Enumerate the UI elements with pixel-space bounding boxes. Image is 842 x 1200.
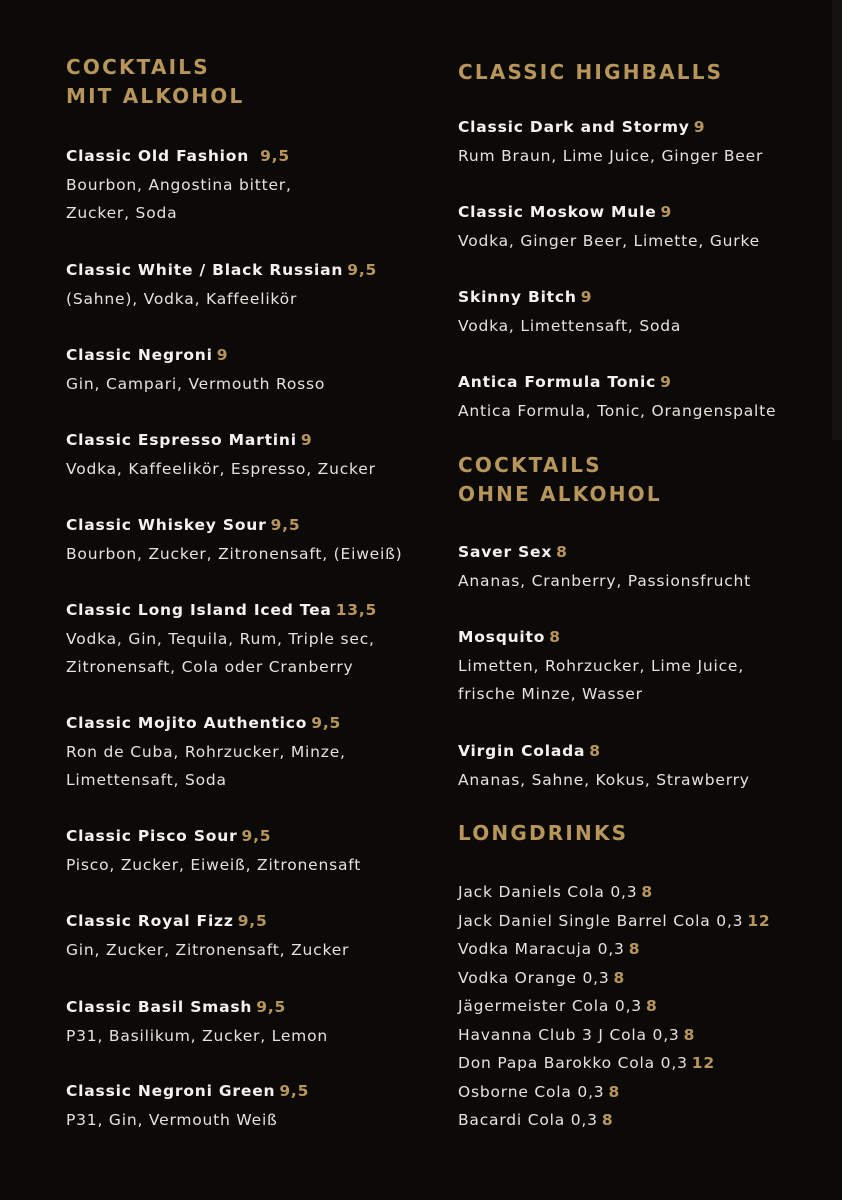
item-price: 9,5 <box>347 261 378 279</box>
longdrink-name: Jägermeister Cola 0,3 <box>458 997 642 1015</box>
item-description: P31, Basilikum, Zucker, Lemon <box>66 1026 328 1045</box>
longdrink-price: 12 <box>747 911 771 930</box>
page-edge-shadow <box>832 0 842 440</box>
section-cocktails-mit-alkohol-title <box>66 53 244 110</box>
item-description: P31, Gin, Vermouth Weiß <box>66 1110 278 1129</box>
section-longdrinks-title: LONGDRINKS <box>458 821 629 845</box>
longdrink-name: Jack Daniel Single Barrel Cola 0,3 <box>458 911 744 930</box>
longdrink-price: 8 <box>613 968 626 987</box>
item-price: 9 <box>693 118 706 136</box>
longdrink-name: Bacardi Cola 0,3 <box>458 1111 598 1129</box>
item-price: 9,5 <box>279 1082 310 1100</box>
item-price: 8 <box>589 742 601 760</box>
item-description: Gin, Zucker, Zitronensaft, Zucker <box>66 940 350 959</box>
item-price: 8 <box>549 628 561 646</box>
menu-item <box>66 993 328 1050</box>
list-item <box>458 1078 771 1107</box>
list-item <box>458 878 771 907</box>
longdrink-name: Don Papa Barokko Cola 0,3 <box>458 1054 688 1072</box>
item-name: Classic Whiskey Sour <box>66 516 267 534</box>
list-item <box>458 907 771 936</box>
menu-item <box>66 596 377 682</box>
item-description: Vodka, Gin, Tequila, Rum, Triple sec, Zitronensaft, Cola oder Cranberry <box>66 629 375 676</box>
item-name: Virgin Colada <box>458 742 586 760</box>
menu-item <box>66 426 376 483</box>
menu-item <box>458 623 744 709</box>
item-name: Saver Sex <box>458 543 553 561</box>
longdrink-name: Havanna Club 3 J Cola 0,3 <box>458 1025 680 1044</box>
list-item <box>458 992 771 1021</box>
menu-item <box>66 907 349 964</box>
item-description: Pisco, Zucker, Eiweiß, Zitronensaft <box>66 855 362 874</box>
list-item <box>458 1021 771 1050</box>
longdrink-name: Vodka Orange 0,3 <box>458 968 610 987</box>
item-price: 9 <box>660 203 673 221</box>
longdrink-price: 8 <box>608 1082 621 1101</box>
longdrink-price: 12 <box>691 1054 715 1072</box>
item-name: Classic Royal Fizz <box>66 912 234 930</box>
longdrink-price: 8 <box>628 940 641 958</box>
section-title-line: COCKTAILS <box>458 453 602 477</box>
item-price: 9 <box>300 431 313 449</box>
section-title-line: COCKTAILS <box>66 55 210 79</box>
item-price: 13,5 <box>335 601 378 619</box>
item-price: 9 <box>660 373 672 391</box>
menu-item <box>66 142 292 228</box>
longdrink-name: Osborne Cola 0,3 <box>458 1082 605 1101</box>
item-description: Rum Braun, Lime Juice, Ginger Beer <box>458 146 764 165</box>
menu-item <box>66 1077 309 1134</box>
item-name: Skinny Bitch <box>458 288 577 306</box>
item-description: Bourbon, Angostina bitter, Zucker, Soda <box>66 175 292 222</box>
menu-item <box>458 113 763 170</box>
item-price: 9,5 <box>311 714 342 732</box>
menu-item <box>458 283 681 340</box>
item-description: Bourbon, Zucker, Zitronensaft, (Eiweiß) <box>66 544 403 563</box>
item-name: Classic Negroni <box>66 346 213 364</box>
item-name: Classic Dark and Stormy <box>458 118 690 136</box>
item-description: Vodka, Kaffeelikör, Espresso, Zucker <box>66 459 376 478</box>
item-description: (Sahne), Vodka, Kaffeelikör <box>66 289 298 308</box>
longdrink-price: 8 <box>645 997 658 1015</box>
item-name: Classic Pisco Sour <box>66 827 238 845</box>
menu-item <box>458 538 751 595</box>
longdrink-name: Jack Daniels Cola 0,3 <box>458 883 638 901</box>
menu-item <box>458 368 776 425</box>
item-description: Ananas, Sahne, Kokus, Strawberry <box>458 770 750 789</box>
item-price: 9,5 <box>241 827 272 845</box>
item-description: Antica Formula, Tonic, Orangenspalte <box>458 401 777 420</box>
section-title-line: OHNE ALKOHOL <box>458 481 662 506</box>
list-item <box>458 935 771 964</box>
item-name: Classic Moskow Mule <box>458 203 657 221</box>
item-name: Classic Negroni Green <box>66 1082 276 1100</box>
longdrink-name: Vodka Maracuja 0,3 <box>458 940 625 958</box>
item-name: Classic Basil Smash <box>66 998 253 1016</box>
menu-item <box>66 256 377 313</box>
item-name: Mosquito <box>458 628 546 646</box>
item-name: Classic Old Fashion <box>66 147 250 165</box>
item-description: Gin, Campari, Vermouth Rosso <box>66 374 326 393</box>
list-item <box>458 1106 771 1135</box>
item-price: 9 <box>216 346 229 364</box>
item-name: Classic White / Black Russian <box>66 261 344 279</box>
item-description: Limetten, Rohrzucker, Lime Juice, frische Minze, Wasser <box>458 656 744 703</box>
item-description: Ananas, Cranberry, Passionsfrucht <box>458 571 752 590</box>
item-description: Vodka, Limettensaft, Soda <box>458 316 682 335</box>
item-description: Ron de Cuba, Rohrzucker, Minze, Limettensaft, Soda <box>66 742 346 789</box>
item-name: Classic Mojito Authentico <box>66 714 308 732</box>
longdrinks-list <box>458 878 771 1135</box>
menu-item <box>66 822 361 879</box>
menu-item <box>458 737 750 794</box>
item-price: 9,5 <box>270 516 301 534</box>
item-name: Antica Formula Tonic <box>458 373 657 391</box>
menu-item <box>66 511 403 568</box>
list-item <box>458 964 771 993</box>
item-price: 9,5 <box>237 912 268 930</box>
item-price: 9,5 <box>260 147 290 165</box>
item-price: 9 <box>580 288 593 306</box>
section-title-line: MIT ALKOHOL <box>66 83 245 108</box>
item-name: Classic Long Island Iced Tea <box>66 601 332 619</box>
item-description: Vodka, Ginger Beer, Limette, Gurke <box>458 231 761 250</box>
list-item <box>458 1049 771 1078</box>
menu-item <box>66 709 346 795</box>
section-cocktails-ohne-alkohol-title <box>458 451 662 508</box>
item-price: 9,5 <box>256 998 287 1016</box>
menu-item <box>458 198 760 255</box>
longdrink-price: 8 <box>683 1025 696 1044</box>
item-name: Classic Espresso Martini <box>66 431 297 449</box>
longdrink-price: 8 <box>641 883 653 901</box>
section-classic-highballs-title: CLASSIC HIGHBALLS <box>458 60 724 84</box>
menu-item <box>66 341 325 398</box>
longdrink-price: 8 <box>601 1111 614 1129</box>
item-price: 8 <box>556 543 568 561</box>
